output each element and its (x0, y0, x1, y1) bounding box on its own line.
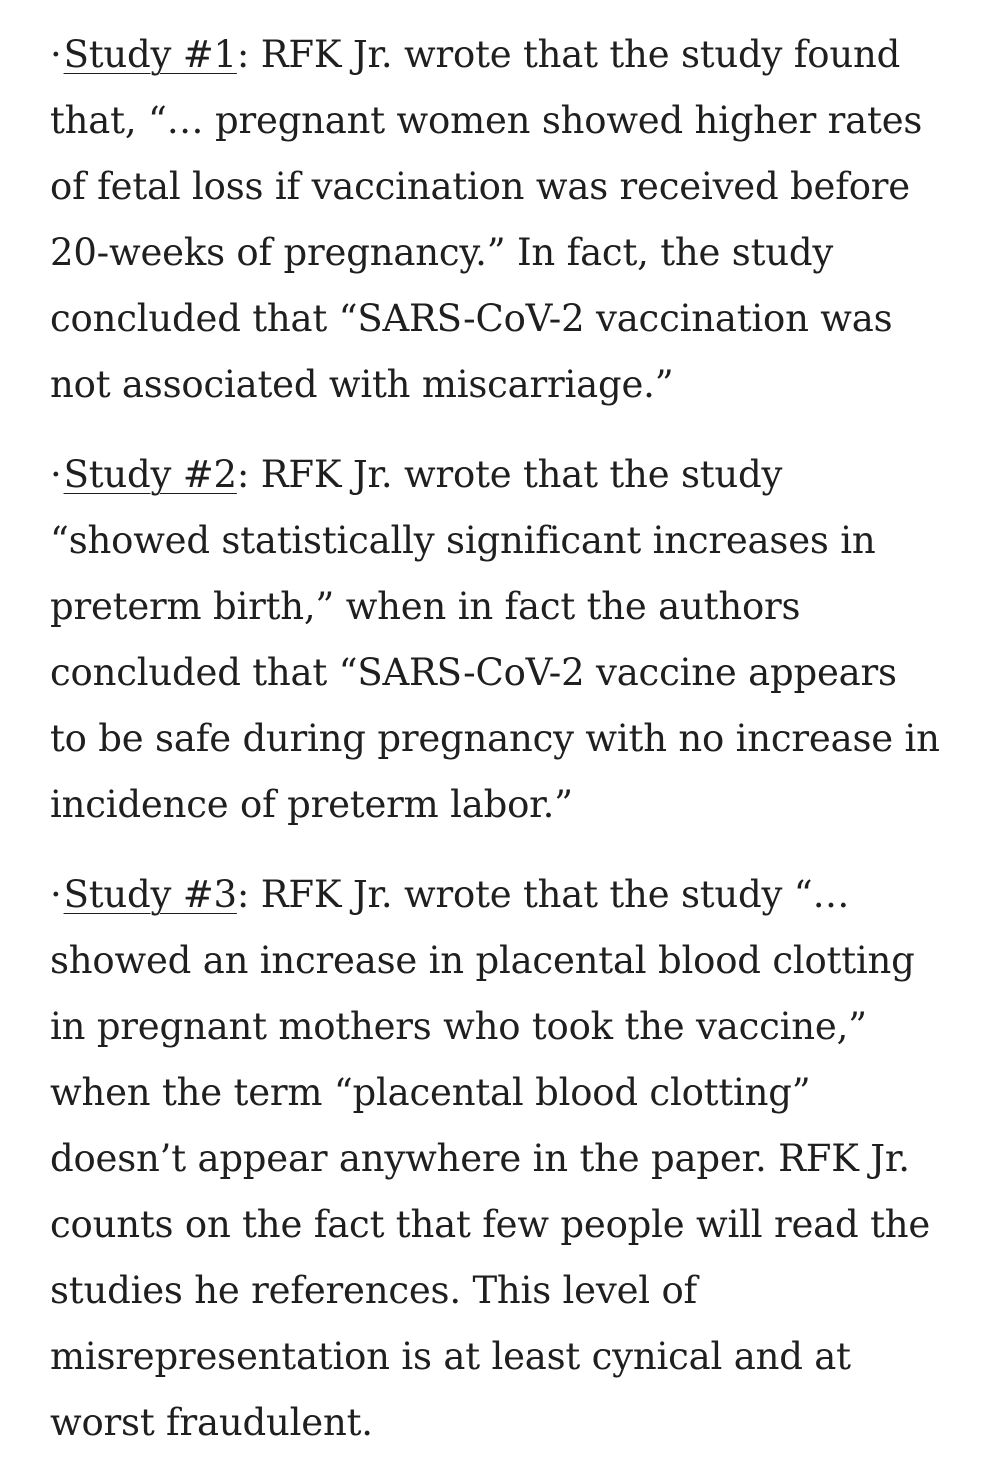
study-1-text: : RFK Jr. wrote that the study found that, “… pregnant women showed higher rates of fetal loss if vaccination was received before 20-weeks of pregnancy.” In fact, the study concluded that “SARS-CoV-2 vaccination was not associated with miscarriage.” (50, 33, 923, 406)
study-3-paragraph (50, 862, 940, 1456)
study-2-text: : RFK Jr. wrote that the study “showed statistically significant increases in preterm birth,” when in fact the authors concluded that “SARS-CoV-2 vaccine appears to be safe during pregnancy with no increase in incidence of preterm labor.” (50, 453, 940, 826)
bullet: · (50, 33, 62, 76)
bullet: · (50, 453, 62, 496)
study-2-paragraph (50, 442, 940, 838)
bullet: · (50, 873, 62, 916)
study-3-text: : RFK Jr. wrote that the study “… showed an increase in placental blood clotting in pregnant mothers who took the vaccine,” when the term “placental blood clotting” doesn’t appear anywhere in the paper. RFK Jr. counts on the fact that few people will read the studies he references. This level of misrepresentation is at least cynical and at worst fraudulent. (50, 873, 931, 1444)
study-2-link[interactable]: Study #2 (63, 453, 237, 496)
study-1-paragraph (50, 22, 940, 418)
article-body (50, 22, 940, 1480)
study-3-link[interactable]: Study #3 (63, 873, 237, 916)
study-1-link[interactable]: Study #1 (63, 33, 237, 76)
